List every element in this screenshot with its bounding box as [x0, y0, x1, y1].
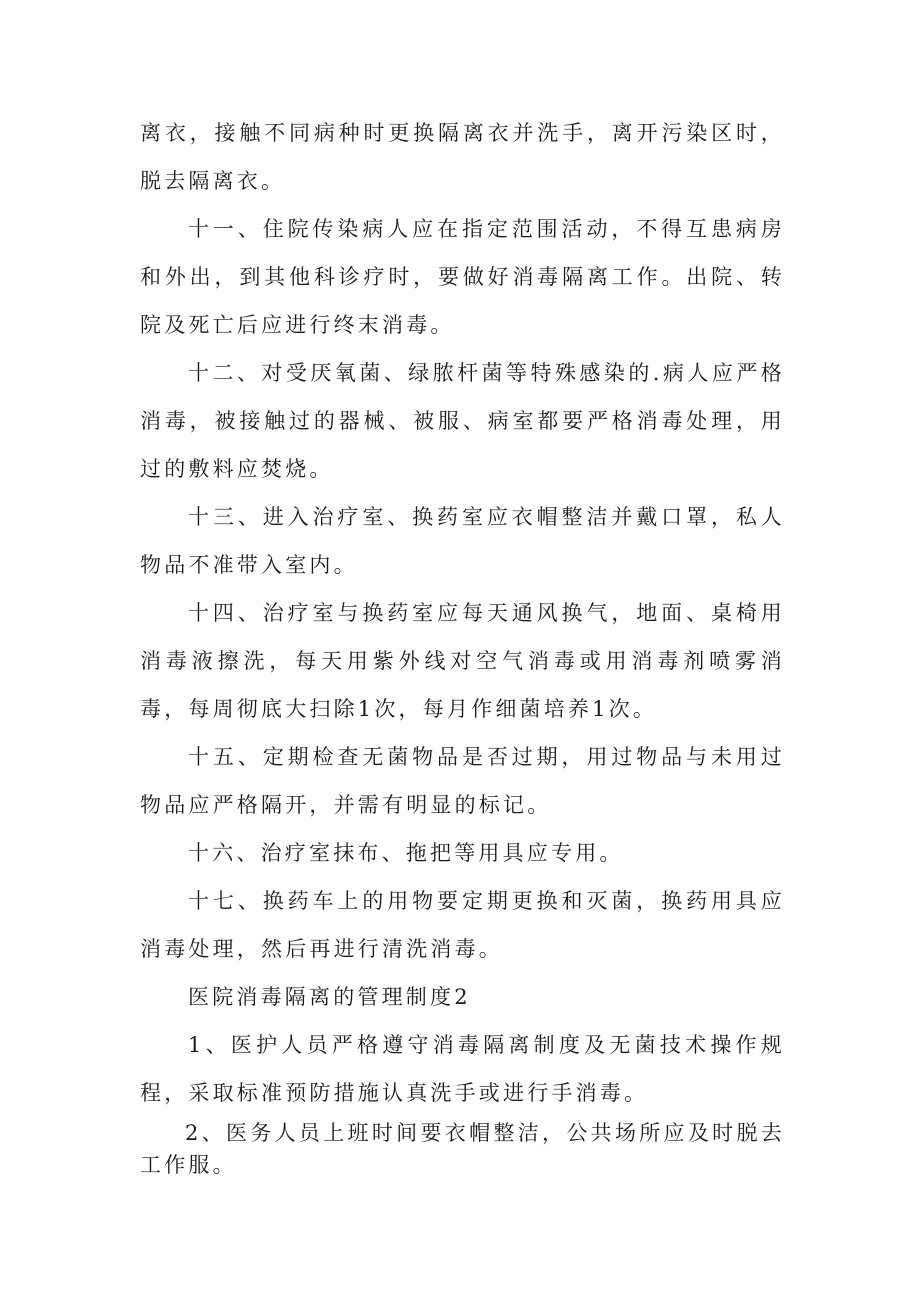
paragraph-rule-2: 2、医务人员上班时间要衣帽整洁，公共场所应及时脱去工作服。 — [140, 1121, 785, 1177]
section-heading: 医院消毒隔离的管理制度2 — [188, 985, 471, 1009]
paragraph-item-14: 十四、治疗室与换药室应每天通风换气，地面、桌椅用消毒液擦洗，每天用紫外线对空气消毒或用消毒剂喷雾消毒，每周彻底大扫除1次，每月作细菌培养1次。 — [140, 601, 785, 721]
paragraph-item-12: 十二、对受厌氧菌、绿脓杆菌等特殊感染的.病人应严格消毒，被接触过的器械、被服、病室都要严格消毒处理，用过的敷料应焚烧。 — [140, 361, 785, 481]
paragraph-item-17: 十七、换药车上的用物要定期更换和灭菌，换药用具应消毒处理，然后再进行清洗消毒。 — [140, 889, 785, 961]
paragraph-item-16: 十六、治疗室抹布、拖把等用具应专用。 — [188, 841, 624, 865]
paragraph-item-15: 十五、定期检查无菌物品是否过期，用过物品与未用过物品应严格隔开，并需有明显的标记。 — [140, 745, 785, 817]
paragraph-rule-1: 1、医护人员严格遵守消毒隔离制度及无菌技术操作规程，采取标准预防措施认真洗手或进行手消毒。 — [140, 1033, 785, 1105]
paragraph-item-13: 十三、进入治疗室、换药室应衣帽整洁并戴口罩，私人物品不准带入室内。 — [140, 505, 785, 577]
paragraph-item-11: 十一、住院传染病人应在指定范围活动，不得互患病房和外出，到其他科诊疗时，要做好消毒隔离工作。出院、转院及死亡后应进行终末消毒。 — [140, 217, 785, 337]
paragraph-continuation: 离衣，接触不同病种时更换隔离衣并洗手，离开污染区时，脱去隔离衣。 — [140, 121, 785, 193]
